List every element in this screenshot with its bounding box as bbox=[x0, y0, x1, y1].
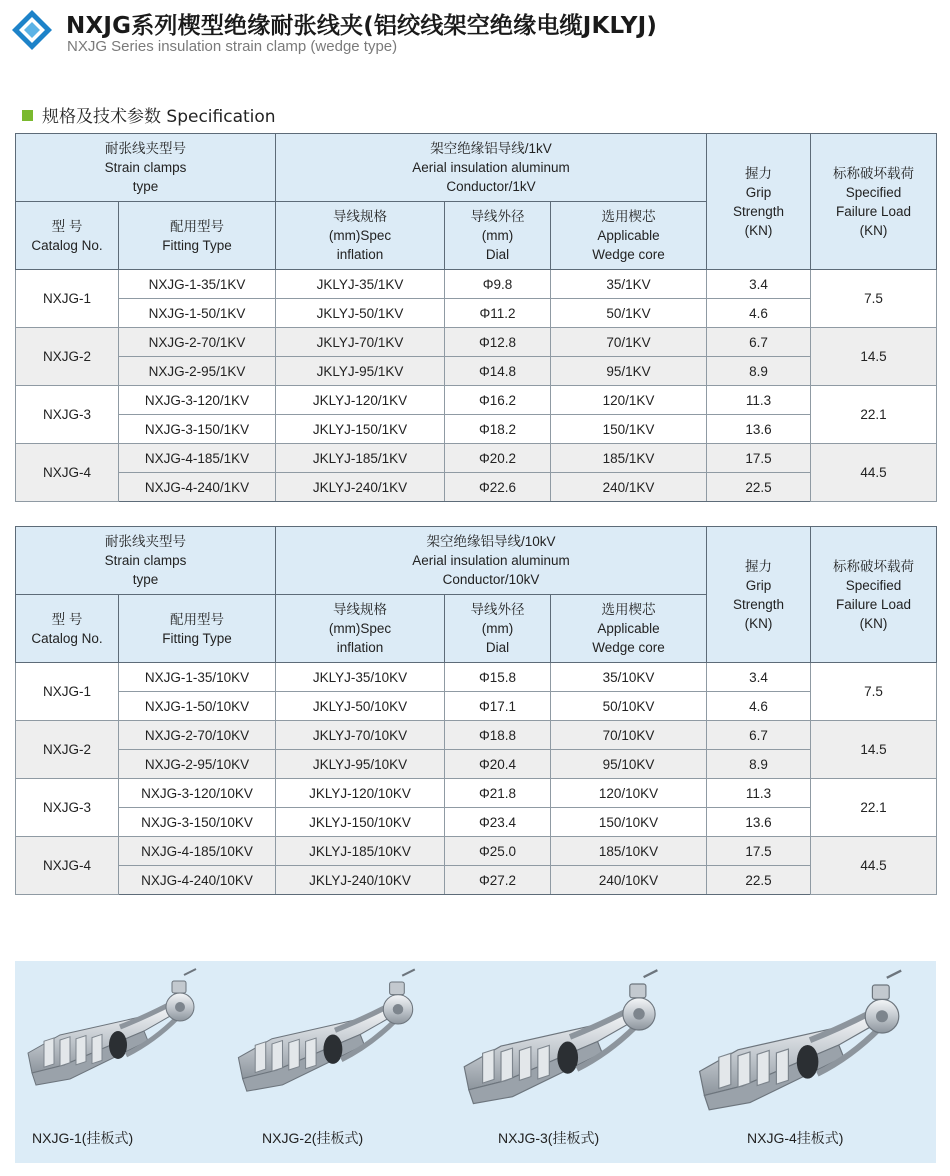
grip-cell: 6.7 bbox=[707, 328, 811, 357]
wedge-cell: 50/1KV bbox=[551, 299, 707, 328]
grip-cell: 22.5 bbox=[707, 866, 811, 895]
header-line: 配用型号 bbox=[170, 611, 224, 627]
header-row bbox=[16, 527, 937, 595]
header-line: 型 号 bbox=[51, 611, 83, 627]
header-line: Applicable bbox=[597, 621, 660, 636]
failure-load-cell: 7.5 bbox=[811, 663, 937, 721]
catalog-cell: NXJG-1 bbox=[16, 270, 119, 328]
wedge-cell: 150/10KV bbox=[551, 808, 707, 837]
table-row bbox=[16, 386, 937, 415]
table-row bbox=[16, 270, 937, 299]
fitting-cell: NXJG-2-70/1KV bbox=[119, 328, 276, 357]
product-caption-nxjg-1: NXJG-1(挂板式) bbox=[32, 1130, 134, 1146]
header-line: 架空绝缘铝导线/10kV bbox=[426, 534, 556, 549]
grip-cell: 13.6 bbox=[707, 808, 811, 837]
fitting-cell: NXJG-3-120/1KV bbox=[119, 386, 276, 415]
header-line: Wedge core bbox=[592, 640, 665, 655]
wedge-cell: 95/10KV bbox=[551, 750, 707, 779]
fitting-cell: NXJG-1-50/1KV bbox=[119, 299, 276, 328]
fitting-cell: NXJG-2-95/1KV bbox=[119, 357, 276, 386]
header-line: Fitting Type bbox=[162, 237, 232, 253]
header-line: 耐张线夹型号 bbox=[105, 534, 186, 549]
dial-cell: Φ23.4 bbox=[445, 808, 551, 837]
spec-cell: JKLYJ-95/10KV bbox=[276, 750, 445, 779]
header-line: Catalog No. bbox=[31, 630, 103, 646]
failure-load-cell: 44.5 bbox=[811, 837, 937, 895]
header-line: (KN) bbox=[744, 222, 773, 238]
table-row bbox=[16, 692, 937, 721]
grip-cell: 17.5 bbox=[707, 444, 811, 473]
dial-cell: Φ20.2 bbox=[445, 444, 551, 473]
page-header bbox=[0, 0, 950, 70]
grip-cell: 8.9 bbox=[707, 357, 811, 386]
product-image-nxjg-3 bbox=[455, 961, 674, 1134]
fitting-cell: NXJG-1-50/10KV bbox=[119, 692, 276, 721]
fitting-cell: NXJG-4-240/10KV bbox=[119, 866, 276, 895]
header-line: 导线规格 bbox=[333, 209, 387, 224]
table-row bbox=[16, 328, 937, 357]
spec-cell: JKLYJ-95/1KV bbox=[276, 357, 445, 386]
header-line: 架空绝缘铝导线/1kV bbox=[430, 141, 552, 156]
header-line: Aerial insulation aluminum bbox=[412, 553, 570, 568]
product-image-nxjg-1 bbox=[20, 961, 210, 1111]
table-row bbox=[16, 444, 937, 473]
table-row bbox=[16, 721, 937, 750]
catalog-cell: NXJG-3 bbox=[16, 779, 119, 837]
catalog-cell: NXJG-4 bbox=[16, 837, 119, 895]
header-line: Grip bbox=[745, 577, 772, 593]
spec-cell: JKLYJ-50/10KV bbox=[276, 692, 445, 721]
table-row bbox=[16, 357, 937, 386]
product-image-nxjg-4 bbox=[690, 961, 918, 1141]
grip-cell: 22.5 bbox=[707, 473, 811, 502]
wedge-cell: 150/1KV bbox=[551, 415, 707, 444]
header-line: 标称破坏载荷 bbox=[833, 558, 914, 574]
header-line: (mm) bbox=[481, 228, 514, 243]
header-line: Strength bbox=[732, 203, 785, 219]
wedge-cell: 95/1KV bbox=[551, 357, 707, 386]
spec-cell: JKLYJ-185/1KV bbox=[276, 444, 445, 473]
grip-cell: 8.9 bbox=[707, 750, 811, 779]
fitting-cell: NXJG-3-150/10KV bbox=[119, 808, 276, 837]
strain-clamp-icon bbox=[455, 961, 674, 1134]
wedge-cell: 240/10KV bbox=[551, 866, 707, 895]
grip-cell: 17.5 bbox=[707, 837, 811, 866]
header-line: (mm) bbox=[481, 621, 514, 636]
header-line: (mm)Spec bbox=[328, 228, 392, 243]
dial-cell: Φ15.8 bbox=[445, 663, 551, 692]
header-spec bbox=[276, 202, 445, 270]
fitting-cell: NXJG-4-240/1KV bbox=[119, 473, 276, 502]
failure-load-cell: 44.5 bbox=[811, 444, 937, 502]
header-catalog-no bbox=[16, 595, 119, 663]
product-caption-nxjg-3: NXJG-3(挂板式) bbox=[498, 1130, 600, 1146]
product-gallery bbox=[15, 961, 936, 1163]
header-failure-load bbox=[811, 134, 937, 270]
grip-cell: 11.3 bbox=[707, 386, 811, 415]
spec-cell: JKLYJ-50/1KV bbox=[276, 299, 445, 328]
header-line: type bbox=[132, 572, 159, 587]
header-dial bbox=[445, 595, 551, 663]
header-line: Strength bbox=[732, 596, 785, 612]
header-line: 导线外径 bbox=[470, 602, 525, 617]
product-caption-nxjg-4: NXJG-4挂板式) bbox=[747, 1130, 844, 1146]
header-line: 握力 bbox=[745, 165, 772, 181]
spec-cell: JKLYJ-35/10KV bbox=[276, 663, 445, 692]
fitting-cell: NXJG-2-70/10KV bbox=[119, 721, 276, 750]
failure-load-cell: 14.5 bbox=[811, 721, 937, 779]
dial-cell: Φ14.8 bbox=[445, 357, 551, 386]
header-fitting-type bbox=[119, 202, 276, 270]
header-line: Catalog No. bbox=[31, 237, 103, 253]
dial-cell: Φ12.8 bbox=[445, 328, 551, 357]
spec-cell: JKLYJ-240/1KV bbox=[276, 473, 445, 502]
header-line: 导线外径 bbox=[470, 209, 525, 224]
wedge-cell: 120/1KV bbox=[551, 386, 707, 415]
spec-cell: JKLYJ-70/1KV bbox=[276, 328, 445, 357]
table-row bbox=[16, 299, 937, 328]
wedge-cell: 70/10KV bbox=[551, 721, 707, 750]
fitting-cell: NXJG-1-35/10KV bbox=[119, 663, 276, 692]
spec-cell: JKLYJ-120/1KV bbox=[276, 386, 445, 415]
spec-cell: JKLYJ-35/1KV bbox=[276, 270, 445, 299]
wedge-cell: 240/1KV bbox=[551, 473, 707, 502]
catalog-cell: NXJG-4 bbox=[16, 444, 119, 502]
grip-cell: 13.6 bbox=[707, 415, 811, 444]
header-dial bbox=[445, 202, 551, 270]
fitting-cell: NXJG-3-150/1KV bbox=[119, 415, 276, 444]
header-line: Dial bbox=[485, 640, 510, 655]
header-line: Conductor/1kV bbox=[446, 179, 536, 194]
table-row bbox=[16, 779, 937, 808]
section-label: 规格及技术参数 Specification bbox=[42, 107, 276, 127]
spec-table-1kv bbox=[15, 133, 937, 502]
table-row bbox=[16, 837, 937, 866]
grip-cell: 3.4 bbox=[707, 270, 811, 299]
header-wedge-core bbox=[551, 595, 707, 663]
header-line: (mm)Spec bbox=[328, 621, 392, 636]
spec-cell: JKLYJ-240/10KV bbox=[276, 866, 445, 895]
catalog-cell: NXJG-2 bbox=[16, 721, 119, 779]
header-line: 选用楔芯 bbox=[601, 209, 656, 224]
header-line: 耐张线夹型号 bbox=[105, 141, 186, 156]
dial-cell: Φ20.4 bbox=[445, 750, 551, 779]
wedge-cell: 120/10KV bbox=[551, 779, 707, 808]
spec-cell: JKLYJ-120/10KV bbox=[276, 779, 445, 808]
header-line: type bbox=[132, 179, 159, 194]
failure-load-cell: 7.5 bbox=[811, 270, 937, 328]
header-spec bbox=[276, 595, 445, 663]
wedge-cell: 70/1KV bbox=[551, 328, 707, 357]
header-aerial-conductor bbox=[276, 134, 707, 202]
header-line: 型 号 bbox=[51, 218, 83, 234]
header-line: (KN) bbox=[859, 222, 888, 238]
failure-load-cell: 22.1 bbox=[811, 779, 937, 837]
fitting-cell: NXJG-3-120/10KV bbox=[119, 779, 276, 808]
header-wedge-core bbox=[551, 202, 707, 270]
header-line: 握力 bbox=[745, 558, 772, 574]
wedge-cell: 50/10KV bbox=[551, 692, 707, 721]
dial-cell: Φ16.2 bbox=[445, 386, 551, 415]
header-aerial-conductor bbox=[276, 527, 707, 595]
header-line: 标称破坏载荷 bbox=[833, 165, 914, 181]
section-heading bbox=[22, 102, 276, 127]
grip-cell: 4.6 bbox=[707, 299, 811, 328]
table-row bbox=[16, 663, 937, 692]
header-line: 选用楔芯 bbox=[601, 602, 656, 617]
header-line: Grip bbox=[745, 184, 772, 200]
grip-cell: 6.7 bbox=[707, 721, 811, 750]
header-grip-strength bbox=[707, 134, 811, 270]
dial-cell: Φ9.8 bbox=[445, 270, 551, 299]
header-line: (KN) bbox=[859, 615, 888, 631]
header-line: 导线规格 bbox=[333, 602, 387, 617]
strain-clamp-icon bbox=[20, 961, 210, 1111]
spec-table-10kv bbox=[15, 526, 937, 895]
header-line: Fitting Type bbox=[162, 630, 232, 646]
dial-cell: Φ18.2 bbox=[445, 415, 551, 444]
catalog-cell: NXJG-1 bbox=[16, 663, 119, 721]
table-row bbox=[16, 808, 937, 837]
dial-cell: Φ17.1 bbox=[445, 692, 551, 721]
strain-clamp-icon bbox=[230, 961, 430, 1119]
diamond-logo-icon bbox=[12, 10, 52, 50]
header-line: Applicable bbox=[597, 228, 660, 243]
header-line: Conductor/10kV bbox=[442, 572, 540, 587]
header-strain-clamps bbox=[16, 134, 276, 202]
header-line: Specified bbox=[845, 184, 902, 200]
header-line: (KN) bbox=[744, 615, 773, 631]
failure-load-cell: 22.1 bbox=[811, 386, 937, 444]
fitting-cell: NXJG-4-185/10KV bbox=[119, 837, 276, 866]
wedge-cell: 185/1KV bbox=[551, 444, 707, 473]
header-line: inflation bbox=[336, 640, 384, 655]
wedge-cell: 185/10KV bbox=[551, 837, 707, 866]
header-line: Strain clamps bbox=[104, 160, 187, 175]
header-line: Failure Load bbox=[835, 596, 912, 612]
strain-clamp-icon bbox=[690, 961, 918, 1141]
header-line: Failure Load bbox=[835, 203, 912, 219]
dial-cell: Φ18.8 bbox=[445, 721, 551, 750]
header-row bbox=[16, 134, 937, 202]
header-strain-clamps bbox=[16, 527, 276, 595]
table-row bbox=[16, 750, 937, 779]
table-row bbox=[16, 473, 937, 502]
dial-cell: Φ22.6 bbox=[445, 473, 551, 502]
dial-cell: Φ21.8 bbox=[445, 779, 551, 808]
dial-cell: Φ27.2 bbox=[445, 866, 551, 895]
header-fitting-type bbox=[119, 595, 276, 663]
product-caption-nxjg-2: NXJG-2(挂板式) bbox=[262, 1130, 364, 1146]
catalog-cell: NXJG-3 bbox=[16, 386, 119, 444]
header-line: inflation bbox=[336, 247, 384, 262]
dial-cell: Φ25.0 bbox=[445, 837, 551, 866]
grip-cell: 3.4 bbox=[707, 663, 811, 692]
fitting-cell: NXJG-1-35/1KV bbox=[119, 270, 276, 299]
catalog-cell: NXJG-2 bbox=[16, 328, 119, 386]
wedge-cell: 35/10KV bbox=[551, 663, 707, 692]
spec-cell: JKLYJ-185/10KV bbox=[276, 837, 445, 866]
spec-cell: JKLYJ-150/10KV bbox=[276, 808, 445, 837]
failure-load-cell: 14.5 bbox=[811, 328, 937, 386]
grip-cell: 4.6 bbox=[707, 692, 811, 721]
header-line: Specified bbox=[845, 577, 902, 593]
page-subtitle: NXJG Series insulation strain clamp (wedge type) bbox=[67, 38, 398, 55]
page-title: NXJG系列楔型绝缘耐张线夹(铝绞线架空绝缘电缆JKLYJ) bbox=[66, 13, 658, 39]
header-line: 配用型号 bbox=[170, 218, 224, 234]
header-catalog-no bbox=[16, 202, 119, 270]
dial-cell: Φ11.2 bbox=[445, 299, 551, 328]
table-row bbox=[16, 415, 937, 444]
header-line: Dial bbox=[485, 247, 510, 262]
fitting-cell: NXJG-2-95/10KV bbox=[119, 750, 276, 779]
header-line: Wedge core bbox=[592, 247, 665, 262]
grip-cell: 11.3 bbox=[707, 779, 811, 808]
fitting-cell: NXJG-4-185/1KV bbox=[119, 444, 276, 473]
header-line: Strain clamps bbox=[104, 553, 187, 568]
wedge-cell: 35/1KV bbox=[551, 270, 707, 299]
product-image-nxjg-2 bbox=[230, 961, 430, 1119]
table-row bbox=[16, 866, 937, 895]
header-line: Aerial insulation aluminum bbox=[412, 160, 570, 175]
spec-cell: JKLYJ-70/10KV bbox=[276, 721, 445, 750]
green-square-icon bbox=[22, 110, 33, 121]
spec-cell: JKLYJ-150/1KV bbox=[276, 415, 445, 444]
header-grip-strength bbox=[707, 527, 811, 663]
header-failure-load bbox=[811, 527, 937, 663]
